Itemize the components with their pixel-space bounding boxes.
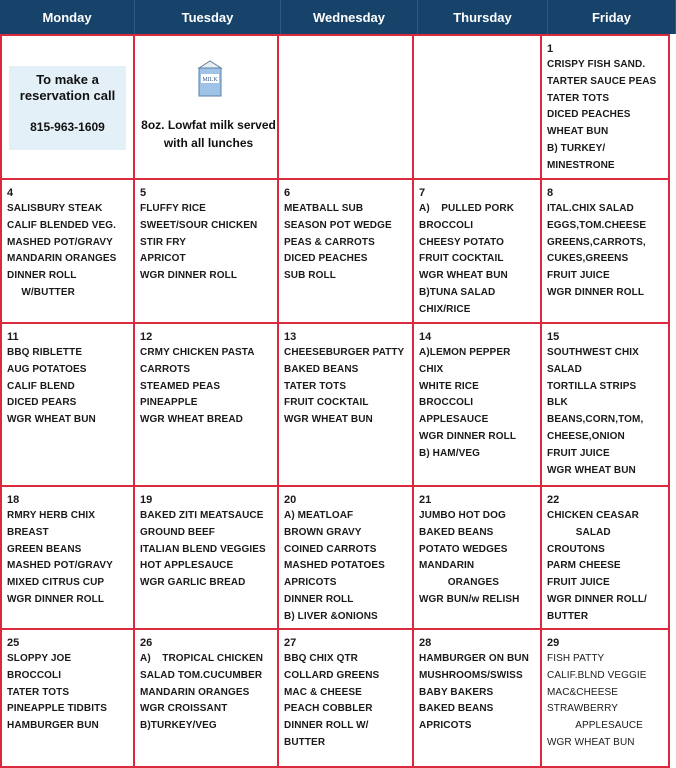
menu-item: MASHED POT/GRAVY [7, 560, 113, 572]
menu-item: MAC & CHEESE [284, 686, 362, 698]
menu-item: DICED PEACHES [547, 109, 631, 121]
day-number: 14 [419, 331, 432, 343]
menu-item: WGR DINNER ROLL [419, 430, 517, 442]
day-number: 4 [7, 187, 14, 199]
menu-item: BAKED BEANS [284, 363, 359, 375]
day-cell [540, 628, 670, 768]
week-row [0, 322, 676, 487]
menu-item: BROCCOLI [7, 669, 62, 681]
menu-item: MANDARIN [419, 560, 475, 572]
day-cell [412, 628, 542, 768]
menu-item: CHEESY POTATO [419, 236, 505, 248]
menu-item: DINNER ROLL [7, 270, 77, 282]
menu-item: SALAD [547, 526, 611, 538]
menu-item: STRAWBERRY [547, 703, 619, 715]
day-number: 25 [7, 637, 20, 649]
menu-item: CROUTONS [547, 543, 605, 555]
menu-item: CRMY CHICKEN PASTA [140, 347, 255, 358]
day-number: 1 [547, 43, 554, 55]
day-cell [133, 322, 279, 487]
menu-item: B) LIVER &ONIONS [284, 610, 378, 622]
menu-item: CHEESEBURGER PATTY [284, 347, 405, 358]
menu-item: TARTER SAUCE PEAS [547, 75, 657, 87]
menu-item: CHEESE,ONION [547, 430, 625, 442]
calendar-grid [0, 34, 676, 768]
day-cell [0, 34, 135, 180]
week-row [0, 485, 676, 630]
menu-item: GREENS,CARROTS, [547, 236, 646, 248]
menu-item: RMRY HERB CHIX [7, 510, 96, 521]
day-cell [133, 178, 279, 324]
menu-item: WHEAT BUN [547, 126, 609, 138]
day-number: 12 [140, 331, 153, 343]
menu-item: BUTTER [284, 736, 326, 748]
menu-item: CHICKEN CEASAR [547, 510, 639, 521]
day-number: 28 [419, 637, 432, 649]
menu-item: A) TROPICAL CHICKEN [140, 653, 264, 664]
menu-item: CALIF BLENDED VEG. [7, 219, 117, 231]
day-cell [133, 485, 279, 630]
day-cell [277, 34, 414, 180]
menu-item: CRISPY FISH SAND. [547, 59, 646, 70]
day-cell [540, 485, 670, 630]
menu-item: CUKES,GREENS [547, 253, 629, 265]
menu-item: WGR BUN/w RELISH [419, 593, 520, 605]
menu-item: MUSHROOMS/SWISS [419, 669, 523, 681]
day-cell [412, 178, 542, 324]
day-cell [540, 34, 670, 180]
header-tuesday: Tuesday [135, 0, 281, 34]
menu-item: B)TUNA SALAD [419, 286, 496, 298]
menu-item: WGR WHEAT BUN [284, 414, 373, 426]
day-number: 29 [547, 637, 560, 649]
menu-item: GREEN BEANS [7, 543, 82, 555]
day-cell [133, 628, 279, 768]
menu-item: APRICOTS [284, 577, 337, 589]
header-monday: Monday [0, 0, 135, 34]
menu-item: WGR WHEAT BUN [547, 736, 635, 748]
menu-item: BROCCOLI [419, 397, 474, 409]
menu-item: GROUND BEEF [140, 526, 215, 538]
menu-item: CHIX/RICE [419, 303, 471, 315]
day-number: 8 [547, 187, 554, 199]
header-wednesday: Wednesday [281, 0, 418, 34]
menu-item: FRUIT JUICE [547, 447, 610, 459]
menu-item: WGR GARLIC BREAD [140, 577, 246, 589]
menu-item: WGR DINNER ROLL [547, 286, 645, 298]
menu-item: BREAST [7, 526, 49, 538]
menu-item: BEANS,CORN,TOM, [547, 414, 644, 426]
day-cell [412, 485, 542, 630]
menu-item: MINESTRONE [547, 159, 615, 171]
menu-item: WHITE RICE [419, 380, 479, 392]
menu-item: STIR FRY [140, 236, 186, 248]
menu-item: MANDARIN ORANGES [140, 686, 250, 698]
day-number: 26 [140, 637, 153, 649]
reservation-phone: 815-963-1609 [30, 120, 105, 134]
menu-item: FRUIT JUICE [547, 270, 610, 282]
menu-item: ORANGES [419, 577, 500, 589]
day-cell [412, 34, 542, 180]
day-cell [277, 178, 414, 324]
day-cell [0, 628, 135, 768]
menu-item: DINNER ROLL [284, 593, 354, 605]
menu-item: ITALIAN BLEND VEGGIES [140, 543, 266, 555]
menu-item: APRICOT [140, 253, 186, 265]
milk-carton-icon [195, 58, 225, 98]
menu-item: BBQ CHIX QTR [284, 653, 358, 664]
menu-item: A) MEATLOAF [284, 510, 354, 521]
day-number: 21 [419, 494, 432, 506]
day-cell [277, 628, 414, 768]
menu-item: FRUIT COCKTAIL [419, 253, 504, 265]
menu-item: B)TURKEY/VEG [140, 720, 217, 732]
menu-item: TORTILLA STRIPS [547, 380, 637, 392]
menu-item: SWEET/SOUR CHICKEN [140, 219, 258, 231]
menu-item: SOUTHWEST CHIX [547, 347, 639, 358]
menu-item: W/BUTTER [7, 286, 75, 298]
menu-item: MASHED POT/GRAVY [7, 236, 113, 248]
day-number: 5 [140, 187, 147, 199]
day-cell [277, 485, 414, 630]
menu-item: TATER TOTS [284, 380, 347, 392]
menu-item: FRUIT JUICE [547, 577, 610, 589]
day-cell [0, 485, 135, 630]
menu-item: STEAMED PEAS [140, 380, 221, 392]
day-number: 18 [7, 494, 20, 506]
day-number: 15 [547, 331, 560, 343]
reservation-notice [9, 66, 126, 150]
day-number: 19 [140, 494, 153, 506]
menu-item: POTATO WEDGES [419, 543, 508, 555]
day-cell [540, 178, 670, 324]
menu-item: BAKED BEANS [419, 526, 494, 538]
day-number: 7 [419, 187, 426, 199]
menu-item: COLLARD GREENS [284, 669, 380, 681]
menu-item: APPLESAUCE [419, 414, 489, 426]
menu-item: BAKED BEANS [419, 703, 494, 715]
day-cell [0, 322, 135, 487]
menu-item: APPLESAUCE [547, 720, 643, 732]
day-cell [540, 322, 670, 487]
day-cell [133, 34, 279, 180]
menu-item: B) HAM/VEG [419, 447, 480, 459]
menu-item: BROCCOLI [419, 219, 474, 231]
week-row [0, 628, 676, 768]
day-number: 22 [547, 494, 560, 506]
menu-item: WGR WHEAT BUN [7, 414, 96, 426]
menu-item: ITAL.CHIX SALAD [547, 203, 634, 214]
menu-item: SALAD TOM.CUCUMBER [140, 669, 263, 681]
day-cell [412, 322, 542, 487]
menu-item: SALISBURY STEAK [7, 203, 103, 214]
menu-item: SEASON POT WEDGE [284, 219, 392, 231]
menu-item: PINEAPPLE [140, 397, 198, 409]
menu-item: FRUIT COCKTAIL [284, 397, 369, 409]
menu-item: WGR DINNER ROLL [7, 593, 105, 605]
menu-item: CARROTS [140, 363, 191, 375]
menu-item: PINEAPPLE TIDBITS [7, 703, 108, 715]
menu-item: COINED CARROTS [284, 543, 377, 555]
menu-item: FLUFFY RICE [140, 203, 206, 214]
menu-item: WGR WHEAT BUN [547, 464, 636, 476]
menu-item: TATER TOTS [7, 686, 70, 698]
menu-item: WGR DINNER ROLL [140, 270, 238, 282]
menu-item: CHIX [419, 363, 444, 375]
menu-item: HAMBURGER BUN [7, 720, 99, 732]
day-cell [277, 322, 414, 487]
menu-item: MEATBALL SUB [284, 203, 364, 214]
day-number: 11 [7, 331, 19, 343]
menu-item: CALIF BLEND [7, 380, 75, 392]
menu-item: DICED PEARS [7, 397, 77, 409]
menu-item: SUB ROLL [284, 270, 336, 282]
day-number: 13 [284, 331, 297, 343]
menu-item: APRICOTS [419, 720, 472, 732]
week-row [0, 178, 676, 324]
menu-item: BAKED ZITI MEATSAUCE [140, 510, 264, 521]
menu-item: SALAD [547, 363, 582, 375]
milk-label: MILK [202, 77, 218, 83]
menu-item: MAC&CHEESE [547, 686, 619, 698]
menu-item: WGR DINNER ROLL/ [547, 593, 647, 605]
day-number: 20 [284, 494, 297, 506]
menu-item: WGR WHEAT BREAD [140, 414, 243, 426]
menu-item: PARM CHEESE [547, 560, 621, 572]
menu-item: TATER TOTS [547, 92, 610, 104]
weekday-header [0, 0, 676, 34]
menu-item: B) TURKEY/ [547, 142, 606, 154]
menu-item: WGR CROISSANT [140, 703, 228, 715]
day-cell [0, 178, 135, 324]
milk-note: 8oz. Lowfat milk served with all lunches [141, 118, 276, 150]
menu-item: PEAS & CARROTS [284, 236, 375, 248]
menu-item: HAMBURGER ON BUN [419, 653, 529, 664]
week-row [0, 34, 676, 180]
menu-item: MIXED CITRUS CUP [7, 577, 105, 589]
header-friday: Friday [548, 0, 676, 34]
day-number: 6 [284, 187, 291, 199]
menu-item: A) PULLED PORK [419, 203, 515, 214]
menu-item: DINNER ROLL W/ [284, 720, 369, 732]
menu-item: HOT APPLESAUCE [140, 560, 234, 572]
menu-item: DICED PEACHES [284, 253, 368, 265]
header-thursday: Thursday [418, 0, 548, 34]
menu-item: CALIF.BLND VEGGIE [547, 669, 647, 681]
menu-item: MASHED POTATOES [284, 560, 385, 572]
menu-item: WGR WHEAT BUN [419, 270, 508, 282]
menu-item: BROWN GRAVY [284, 526, 362, 538]
menu-item: EGGS,TOM.CHEESE [547, 219, 647, 231]
menu-item: BABY BAKERS [419, 686, 494, 698]
menu-item: MANDARIN ORANGES [7, 253, 117, 265]
menu-item: BUTTER [547, 610, 589, 622]
menu-item: A)LEMON PEPPER [419, 347, 511, 358]
day-number: 27 [284, 637, 297, 649]
menu-item: BBQ RIBLETTE [7, 347, 83, 358]
menu-item: JUMBO HOT DOG [419, 510, 506, 521]
menu-item: BLK [547, 397, 568, 409]
menu-item: AUG POTATOES [7, 363, 87, 375]
menu-item: FISH PATTY [547, 653, 605, 664]
reservation-text: To make a reservation call [19, 72, 116, 103]
menu-item: SLOPPY JOE [7, 653, 72, 664]
menu-item: PEACH COBBLER [284, 703, 373, 715]
